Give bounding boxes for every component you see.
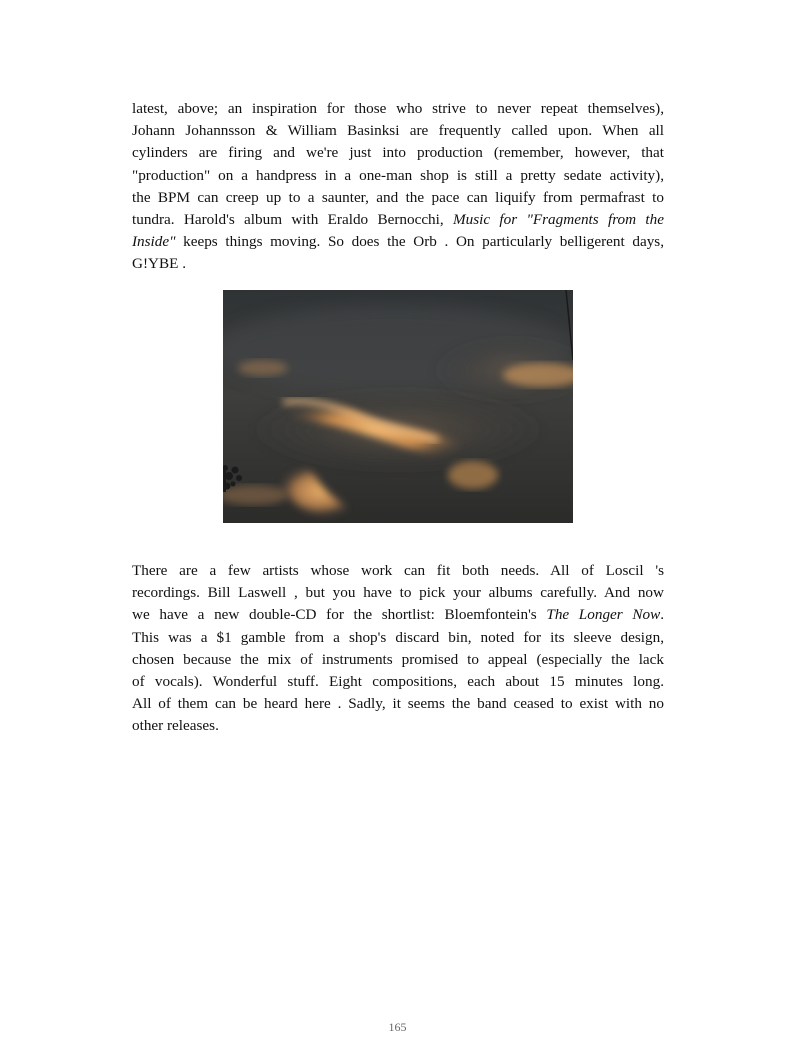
paragraph-shortlist xyxy=(132,560,664,738)
album-title-italic: Music for "Fragments from the xyxy=(453,211,664,229)
text-line xyxy=(132,209,664,231)
text-line: G!YBE . xyxy=(132,255,186,273)
text-line: "production" on a handpress in a one-man shop is still a pretty sedate activity), xyxy=(132,166,664,184)
text-line: cylinders are firing and we're just into production (remember, however, that xyxy=(132,144,664,162)
text-line: recordings. Bill Laswell , but you have to pick your albums carefully. And now xyxy=(132,584,664,602)
text-segment: keeps things moving. So does the Orb . On particularly belligerent days, xyxy=(175,233,664,251)
text-line xyxy=(132,231,664,253)
album-title-italic: Inside" xyxy=(132,233,176,251)
text-line: latest, above; an inspiration for those who strive to never repeat themselves), xyxy=(132,100,664,117)
text-segment: we have a new double-CD for the shortlist: Bloemfontein's xyxy=(132,606,547,624)
text-line: There are a few artists whose work can fit both needs. All of Loscil 's xyxy=(132,562,664,579)
text-line: This was a $1 gamble from a shop's discard bin, noted for its sleeve design, xyxy=(132,628,664,646)
text-segment: . xyxy=(660,606,664,624)
text-line: Johann Johannsson & William Basinksi are frequently called upon. When all xyxy=(132,122,664,140)
page-number: 165 xyxy=(388,1020,407,1034)
text-line: the BPM can creep up to a saunter, and the pace can liquify from permafrast to xyxy=(132,188,664,206)
text-line xyxy=(132,604,664,626)
text-line: chosen because the mix of instruments promised to appeal (especially the lack xyxy=(132,650,664,668)
paragraph-music-for-work xyxy=(132,98,664,276)
album-title-italic: The Longer Now xyxy=(546,606,661,624)
sunset-clouds-photo xyxy=(223,290,573,523)
text-line: of vocals). Wonderful stuff. Eight compositions, each about 15 minutes long. xyxy=(132,673,664,691)
text-segment: tundra. Harold's album with Eraldo Bernocchi, xyxy=(132,211,453,229)
text-line: All of them can be heard here . Sadly, it seems the band ceased to exist with no xyxy=(132,695,664,713)
text-line: other releases. xyxy=(132,717,219,735)
